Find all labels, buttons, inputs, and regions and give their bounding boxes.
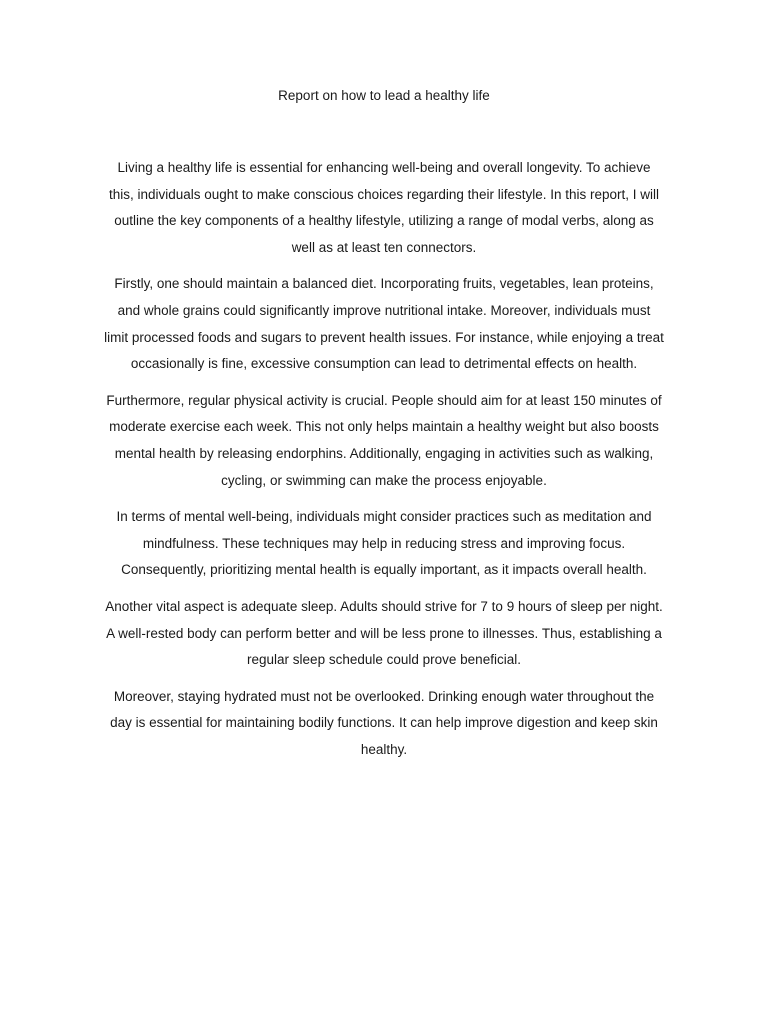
paragraph-sleep: Another vital aspect is adequate sleep. Adults should strive for 7 to 9 hours of sleep per night. A well-rested body can perform better and will be less prone to illnesses. Thus, establishing a regular sleep schedule could prove beneficial. — [105, 598, 663, 668]
paragraph-mental-health: In terms of mental well-being, individuals might consider practices such as meditation and mindfulness. These techniques may help in reducing stress and improving focus. Consequently, prioritizing mental health is equally important, as it impacts overall health. — [116, 509, 652, 578]
document-body — [104, 155, 664, 773]
paragraph-intro: Living a healthy life is essential for enhancing well-being and overall longevity. To achieve this, individuals ought to make conscious choices regarding their lifestyle. In this report, I will outline the key components of a healthy lifestyle, utilizing a range of modal verbs, along as well as at least ten connectors. — [108, 160, 659, 255]
document-title: Report on how to lead a healthy life — [278, 88, 490, 103]
paragraph-exercise: Furthermore, regular physical activity is crucial. People should aim for at least 150 minutes of moderate exercise each week. This not only helps maintain a healthy weight but also boosts mental health by releasing endorphins. Additionally, engaging in activities such as walking, cycling, or swimming can make the process enjoyable. — [106, 392, 662, 488]
paragraph-hydration: Moreover, staying hydrated must not be overlooked. Drinking enough water throughout the day is essential for maintaining bodily functions. It can help improve digestion and keep skin healthy. — [110, 688, 658, 757]
paragraph-diet: Firstly, one should maintain a balanced diet. Incorporating fruits, vegetables, lean proteins, and whole grains could significantly improve nutritional intake. Moreover, individuals must limit processed foods and sugars to prevent health issues. For instance, while enjoying a treat occasionally is fine, excessive consumption can lead to detrimental effects on health. — [104, 276, 664, 372]
